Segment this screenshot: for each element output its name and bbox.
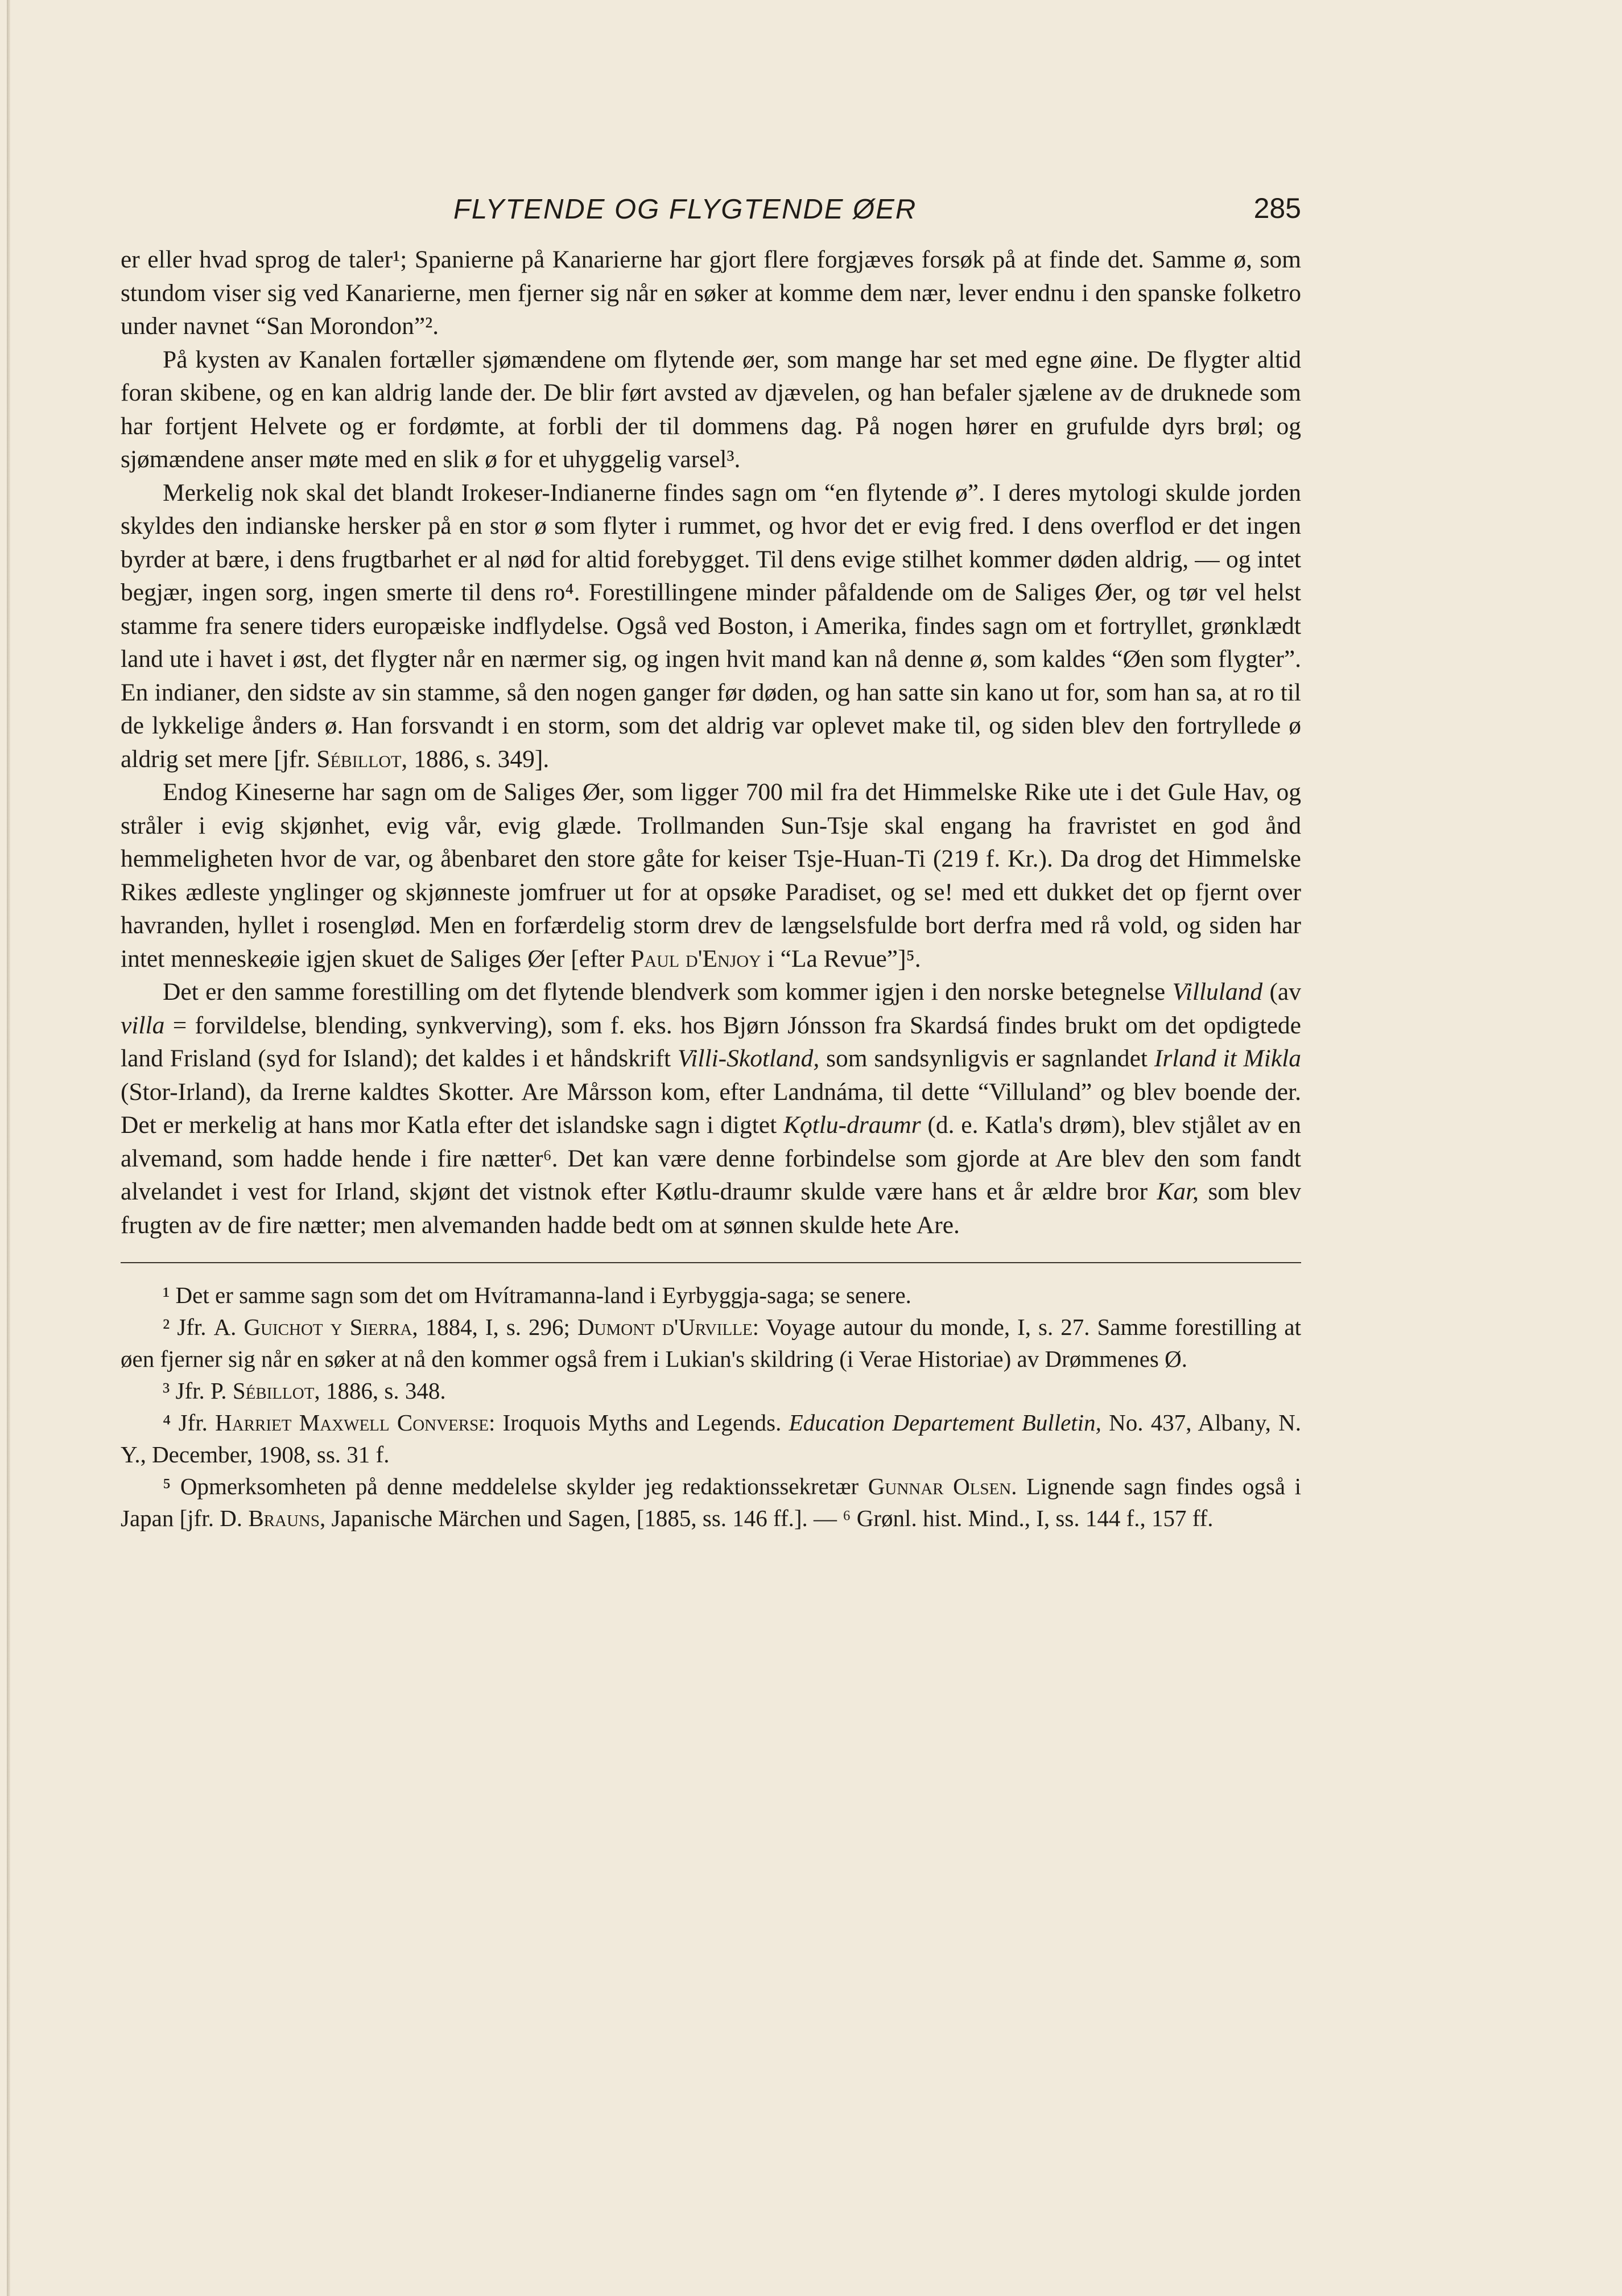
footnote-2-text: : Voyage autour du monde, I, s. 27. Samme forestilling at øen fjerner sig når en søker at nå den kommer også frem i Lukian's skildring (i Verae Historiae) av Drømmenes Ø. bbox=[121, 1314, 1302, 1372]
author-name: Brauns bbox=[248, 1505, 320, 1531]
footnote-1-text: ¹ Det er samme sagn som det om Hvítramanna-land i Eyrbyggja-saga; se senere. bbox=[163, 1282, 911, 1308]
running-title: FLYTENDE OG FLYGTENDE ØER bbox=[453, 194, 917, 225]
footnote-2-text: , 1884, I, s. 296; bbox=[412, 1314, 577, 1340]
author-name: A. Guichot y Sierra bbox=[213, 1314, 412, 1340]
author-name: Sébillot bbox=[232, 1378, 315, 1404]
italic-term: villa bbox=[121, 1011, 165, 1039]
paragraph-1-text: er eller hvad sprog de taler¹; Spanierne på Kanarierne har gjort flere forgjæves forsøk på at finde det. Samme ø, som stundom viser sig ved Kanarierne, men fjerner sig når en søker at komme dem nær, lever endnu i den spanske folketro under navnet “San Morondon”². bbox=[121, 246, 1301, 340]
author-name: Gunnar Olsen bbox=[868, 1473, 1012, 1499]
footnote-5 bbox=[121, 1470, 1301, 1534]
page-content bbox=[121, 191, 1301, 1534]
paragraph-4-text: Endog Kineserne har sagn om de Saliges Øer, som ligger 700 mil fra det Himmelske Rike ute i det Gule Hav, og stråler i evig skjønhet, evig vår, evig glæde. Trollmanden Sun-Tsje skal engang ha fravristet en god ånd hemmeligheten hvor de var, og åbenbaret den store gåte for keiser Tsje-Huan-Ti (219 f. Kr.). Da drog det Himmelske Rikes ædleste ynglinger og skjønneste jomfruer ut for at opsøke Paradiset, og se! med ett dukket det op fjernt over havranden, hyllet i rosenglød. Men en forfærdelig storm drev de længselsfulde bort derfra med rå vold, og siden har intet menneskeøie igjen skuet de Saliges Øer [efter bbox=[121, 778, 1301, 972]
paragraph-3 bbox=[121, 476, 1301, 776]
italic-term: Irland it Mikla bbox=[1154, 1045, 1302, 1072]
paragraph-5-text: (av bbox=[1262, 978, 1301, 1005]
author-name: Paul d'Enjoy bbox=[630, 945, 761, 972]
body-text bbox=[121, 243, 1301, 1242]
paragraph-5-text: Det er den samme forestilling om det flytende blendverk som kommer igjen i den norske betegnelse bbox=[163, 978, 1173, 1005]
page-number: 285 bbox=[1253, 192, 1301, 224]
paragraph-5-text: som sandsynligvis er sagnlandet bbox=[819, 1045, 1154, 1072]
paragraph-5-text: som blev frugten av de fire nætter; men alvemanden hadde bedt om at sønnen skulde hete Are. bbox=[121, 1178, 1301, 1239]
paragraph-2-text: På kysten av Kanalen fortæller sjømændene om flytende øer, som mange har set med egne øine. De flygter altid foran skibene, og en kan aldrig lande der. De blir ført avsted av djævelen, og han befaler sjælene av de druknede som har fortjent Helvete og er fordømte, at forbli der til dommens dag. På nogen hører en grufulde dyrs brøl; og sjømændene anser møte med en slik ø for et uhyggelig varsel³. bbox=[121, 345, 1301, 473]
author-name: Sébillot bbox=[316, 745, 402, 773]
footnote-4 bbox=[121, 1407, 1301, 1470]
footnote-1 bbox=[121, 1279, 1301, 1311]
paragraph-5-text: (d. e. Katla's drøm), blev stjålet av en alvemand, som hadde hende i fire nætter⁶. Det kan være denne forbindelse som gjorde at Are blev den som fandt alvelandet i vest for Irland, skjønt det vistnok efter Køtlu-draumr skulde være hans et år ældre bror bbox=[121, 1111, 1301, 1205]
page-header bbox=[121, 191, 1301, 243]
paragraph-5 bbox=[121, 975, 1301, 1242]
footnote-4-text: : Iroquois Myths and Legends. bbox=[488, 1409, 789, 1436]
page-edge bbox=[7, 0, 10, 2296]
paragraph-5-text: = forvildelse, blending, synkverving), som f. eks. hos Bjørn Jónsson fra Skardsá findes brukt om det opdigtede land Frisland (syd for Island); det kaldes i et håndskrift bbox=[121, 1011, 1301, 1072]
footnote-3 bbox=[121, 1375, 1301, 1407]
italic-term: Kǫtlu-draumr bbox=[783, 1111, 921, 1139]
footnote-5-text: . Lignende sagn findes også i Japan [jfr. D. bbox=[121, 1473, 1301, 1531]
paragraph-5-text: (Stor-Irland), da Irerne kaldtes Skotter. Are Mårsson kom, efter Landnáma, til dette “Villuland” og blev boende der. Det er merkelig at hans mor Katla efter det islandske sagn i digtet bbox=[121, 1078, 1301, 1139]
italic-term: Villi-Skotland, bbox=[677, 1045, 820, 1072]
footnote-2 bbox=[121, 1311, 1301, 1375]
footnote-5-text: , Japanische Märchen und Sagen, [1885, ss. 146 ff.]. — ⁶ Grønl. hist. Mind., I, ss. 144 f., 157 ff. bbox=[319, 1505, 1214, 1531]
footnote-4-text: No. 437, Albany, N. Y., December, 1908, ss. 31 f. bbox=[121, 1409, 1301, 1468]
italic-title: Education Departement Bulletin, bbox=[789, 1409, 1101, 1436]
author-name: Dumont d'Urville bbox=[577, 1314, 753, 1340]
italic-term: Kar, bbox=[1157, 1178, 1199, 1205]
paragraph-3-text: Merkelig nok skal det blandt Irokeser-Indianerne findes sagn om “en flytende ø”. I deres mytologi skulde jorden skyldes den indianske hersker på en stor ø som flyter i rummet, og hvor det er evig fred. I dens overflod er det ingen byrder at bære, i dens frugtbarhet er al nød for altid forebygget. Til dens evige stilhet kommer døden aldrig, — og intet begjær, ingen sorg, ingen smerte til dens ro⁴. Forestillingene minder påfaldende om de Saliges Øer, og tør vel helst stamme fra senere tiders europæiske indflydelse. Også ved Boston, i Amerika, findes sagn om et fortryllet, grønklædt land ute i havet i øst, det flygter når en nærmer sig, og ingen hvit mand kan nå denne ø, som kaldes “Øen som flygter”. En indianer, den sidste av sin stamme, så den nogen ganger før døden, og han satte sin kano ut for, som han sa, at ro til de lykkelige ånders ø. Han forsvandt i en storm, som det aldrig var oplevet make til, og siden blev den fortryllede ø aldrig set mere [jfr. bbox=[121, 479, 1301, 773]
author-name: Harriet Maxwell Converse bbox=[215, 1409, 489, 1436]
paragraph-4-end: i “La Revue”]⁵. bbox=[761, 945, 921, 972]
footnote-3-text: , 1886, s. 348. bbox=[314, 1378, 446, 1404]
footnote-rule bbox=[121, 1262, 1301, 1263]
paragraph-2 bbox=[121, 343, 1301, 476]
paragraph-1 bbox=[121, 243, 1301, 343]
footnote-3-text: ³ Jfr. P. bbox=[163, 1378, 233, 1404]
footnote-4-text: ⁴ Jfr. bbox=[163, 1409, 216, 1436]
footnotes bbox=[121, 1279, 1301, 1534]
footnote-5-text: ⁵ Opmerksomheten på denne meddelelse skylder jeg redaktionssekretær bbox=[163, 1473, 868, 1499]
paragraph-3-end: , 1886, s. 349]. bbox=[401, 745, 550, 773]
footnote-2-text: ² Jfr. bbox=[163, 1314, 214, 1340]
paragraph-4 bbox=[121, 776, 1301, 975]
italic-term: Villuland bbox=[1172, 978, 1263, 1005]
